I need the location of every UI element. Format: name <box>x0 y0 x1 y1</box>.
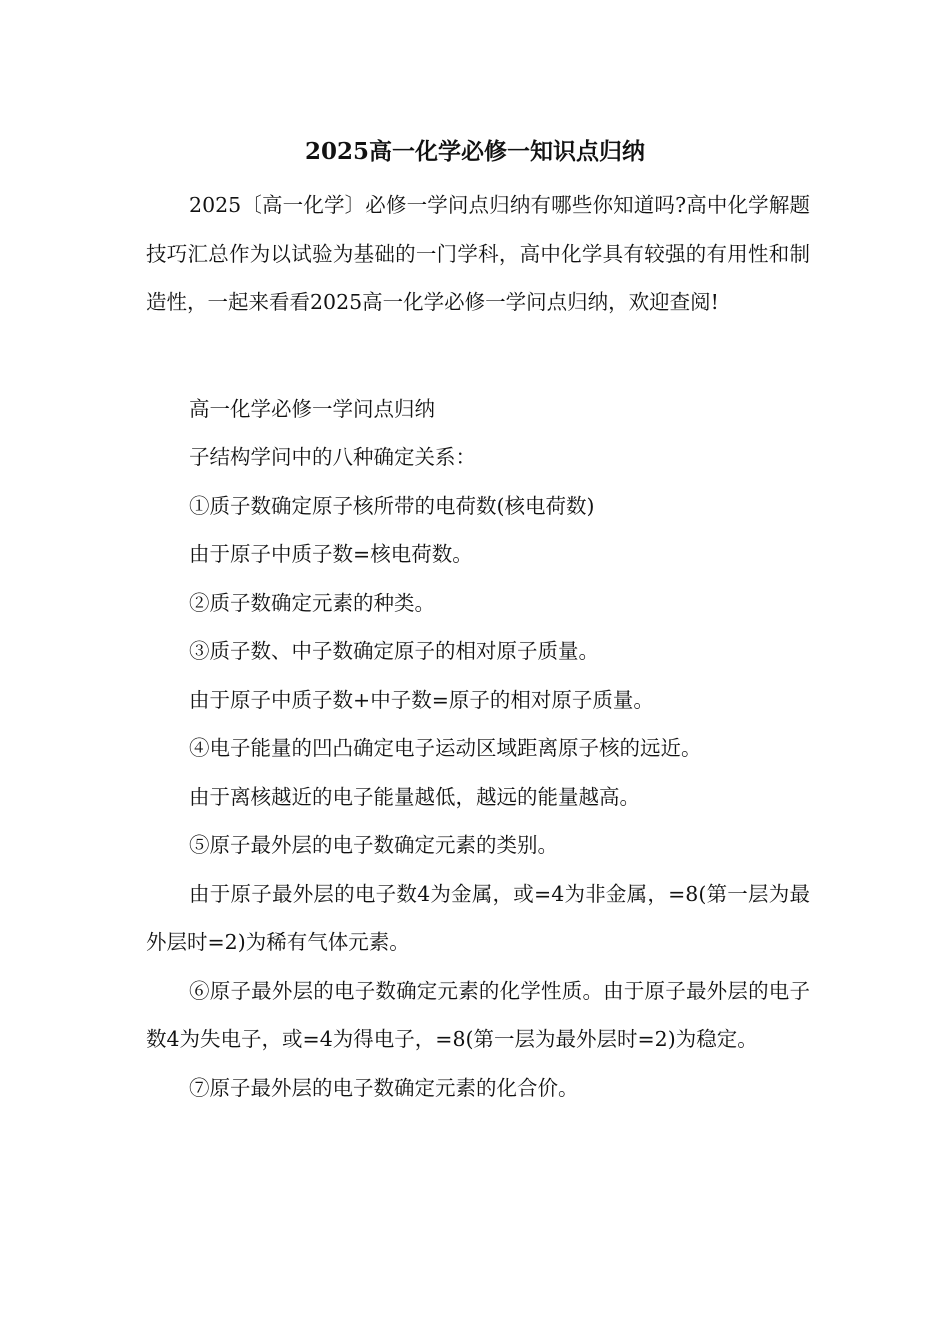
body-paragraph: ⑥原子最外层的电子数确定元素的化学性质。由于原子最外层的电子数4为失电子，或=4为得电子，=8(第一层为最外层时=2)为稳定。 <box>146 978 810 1051</box>
body-paragraph: ②质子数确定元素的种类。 <box>189 590 436 615</box>
document-body <box>146 181 810 1112</box>
body-paragraph: 由于离核越近的电子能量越低，越远的能量越高。 <box>189 784 641 809</box>
body-paragraph: ③质子数、中子数确定原子的相对原子质量。 <box>189 639 600 663</box>
body-paragraph: 子结构学问中的八种确定关系： <box>189 445 477 469</box>
paragraph-gap <box>146 327 810 385</box>
section-heading: 高一化学必修一学问点归纳 <box>189 396 436 421</box>
body-paragraph: ⑦原子最外层的电子数确定元素的化合价。 <box>189 1075 579 1100</box>
body-paragraph: 由于原子最外层的电子数4为金属，或=4为非金属，=8(第一层为最外层时=2)为稀有气体元素。 <box>146 881 810 954</box>
body-paragraph: 由于原子中质子数+中子数=原子的相对原子质量。 <box>189 687 654 712</box>
body-paragraph: ④电子能量的凹凸确定电子运动区域距离原子核的远近。 <box>189 736 702 760</box>
body-paragraph: ①质子数确定原子核所带的电荷数(核电荷数) <box>189 493 595 518</box>
intro-paragraph: 2025〔高一化学〕必修一学问点归纳有哪些你知道吗?高中化学解题技巧汇总作为以试验为基础的一门学科，高中化学具有较强的有用性和制造性，一起来看看2025高一化学必修一学问点归纳，欢迎查阅! <box>146 193 810 314</box>
document-title: 2025高一化学必修一知识点归纳 <box>304 138 645 165</box>
body-paragraph: ⑤原子最外层的电子数确定元素的类别。 <box>189 833 559 857</box>
body-paragraph: 由于原子中质子数=核电荷数。 <box>189 542 473 566</box>
